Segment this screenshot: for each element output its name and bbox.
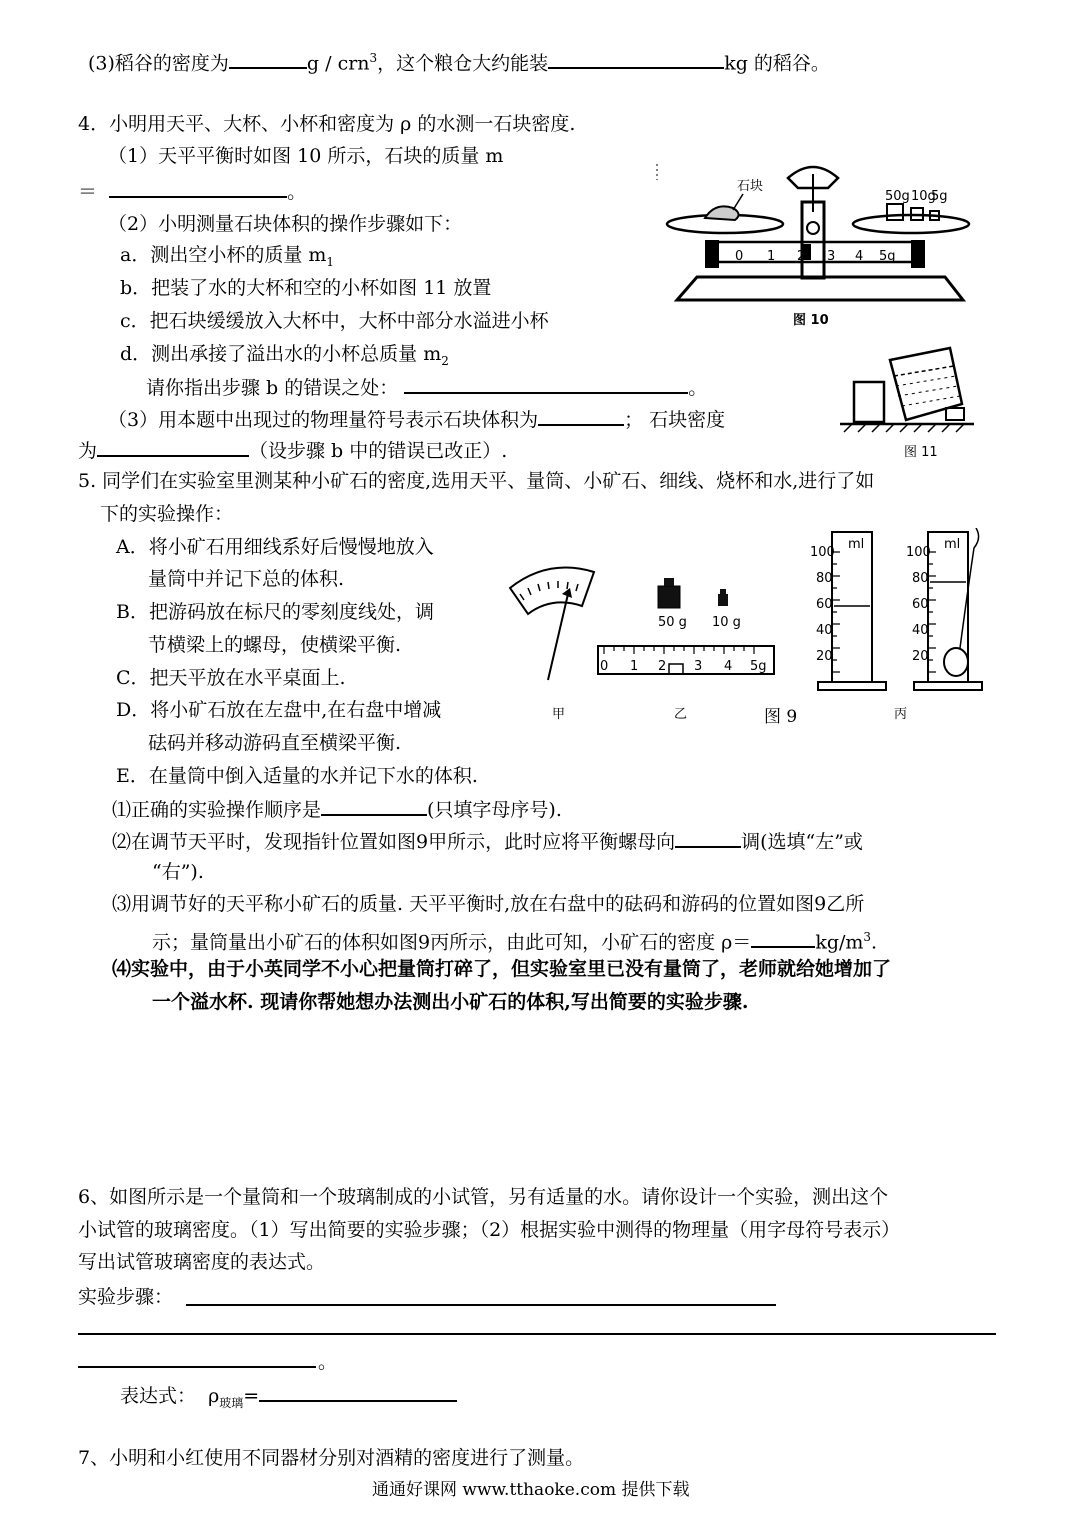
fig9-c1-40: 40 [816,623,833,638]
fig9-cylinder-1-base [818,682,886,690]
q3-prefix: (3)稻谷的密度为 [88,52,229,75]
q6-steps-line-3[interactable] [78,1366,316,1368]
q5-step-E: E．在量筒中倒入适量的水并记下水的体积. [116,765,478,787]
footer: 通通好课网 www.tthaoke.com 提供下载 [372,1480,690,1500]
q5-sub2b: “右”). [152,861,204,883]
q5-step-D2: 砝码并移动游码直至横梁平衡. [148,732,402,754]
q5-title2: 下的实验操作： [100,503,234,525]
q4-step-d [120,342,449,373]
q4-blank-mass[interactable] [109,178,287,198]
fig9-ml-2: ml [944,537,961,552]
fig9-weight-50g-top [664,578,674,586]
fig9-yi: 乙 [674,707,688,722]
q6-steps-line-2[interactable] [78,1333,996,1335]
fig9-bing: 丙 [894,707,908,722]
q5-blank-order[interactable] [321,796,427,816]
q3-blank-density[interactable] [229,49,307,69]
q6-expression [120,1382,457,1415]
fig10-base [677,277,963,300]
fig9-cylinder-1 [832,532,872,682]
q4-eq-sign: ＝ [78,181,98,203]
q5-sub4a: ⑷实验中，由于小英同学不小心把量筒打碎了，但实验室里已没有量筒了，老师就给她增加了 [112,958,892,980]
q5-step-A1: A．将小矿石用细线系好后慢慢地放入 [116,536,434,558]
q3-density-line [88,46,830,75]
fig9-needle [548,594,568,680]
q4-period: 。 [287,181,307,203]
fig10-stone-pointer [733,194,743,210]
fig11-water-line [894,366,954,376]
fig9-thread [960,528,979,648]
fig10-w2: 10g [911,189,936,204]
q5-sub1-prefix: ⑴正确的实验操作顺序是 [112,799,322,821]
q4-error-line [146,374,707,400]
q4-blank-error[interactable] [404,374,688,394]
q5-step-D1: D．将小矿石放在左盘中,在右盘中增减 [116,699,442,721]
q5-sub3b-prefix: 示；量筒量出小矿石的体积如图9丙所示，由此可知，小矿石的密度 ρ＝ [152,931,752,954]
q4-title: 4．小明用天平、大杯、小杯和密度为 ρ 的水测一石块密度. [78,113,576,135]
fig9-ml-1: ml [848,537,865,552]
fig9-caption: 图 9 [764,707,798,727]
fig10-tick-3: 3 [827,249,836,264]
fig9-ruler-ticks [604,646,754,654]
q4-part2: （2）小明测量石块体积的操作步骤如下： [108,213,463,235]
fig9-c1-80: 80 [816,571,833,586]
q4-blank-volume[interactable] [538,406,624,426]
q5-sub2-prefix: ⑵在调节天平时，发现指针位置如图9甲所示，此时应将平衡螺母向 [112,831,676,853]
fig9-r2: 2 [658,659,667,674]
q4-error-suffix: 。 [688,377,708,399]
q4-blank-density[interactable] [97,437,249,457]
q5-sub3b-unit: kg/m [815,931,864,954]
q6-line2: 小试管的玻璃密度。（1）写出简要的实验步骤；（2）根据实验中测得的物理量（用字母符号表示） [78,1219,901,1241]
q5-sub1 [112,796,562,822]
q5-sub2-suffix: 调(选填“左”或 [741,831,863,853]
q4-step-a-sub: 1 [326,254,335,269]
q5-step-A2: 量筒中并记下总的体积. [148,568,345,590]
q3-blank-mass[interactable] [548,49,724,69]
fig9-w1: 50 g [658,615,687,630]
q5-sub1-suffix: (只填字母序号). [427,799,562,821]
fig10-w1: 50g [885,189,910,204]
fig9-r1: 1 [630,659,639,674]
q4-step-a-text: a．测出空小杯的质量 m [120,244,327,266]
fig11-water [896,376,960,406]
q4-part1: （1）天平平衡时如图 10 所示，石块的质量 m [108,145,504,167]
fig10-tick-4: 4 [855,249,864,264]
q7-line1: 7、小明和小红使用不同器材分别对酒精的密度进行了测量。 [78,1447,585,1469]
q5-sub3b-sup: 3 [863,930,872,944]
figure-11-overflow [830,336,980,460]
q3-unit1: g / crn [306,52,370,75]
fig9-cylinder-2 [928,532,968,682]
q5-step-B2: 节横梁上的螺母，使横梁平衡. [148,634,402,656]
q6-eq: = [243,1385,260,1407]
q6-steps-end: 。 [318,1351,338,1373]
fig9-r3: 3 [694,659,703,674]
fig10-tick-2: 2 [797,249,806,264]
fig11-caption: 图 11 [904,445,938,460]
q4-step-b: b．把装了水的大杯和空的小杯如图 11 放置 [120,277,492,299]
q5-sub3b-end: . [871,931,878,954]
figure-9 [498,528,990,728]
fig9-r5: 5g [750,659,767,674]
q5-step-C: C．把天平放在水平桌面上. [116,667,346,689]
q6-steps-label: 实验步骤： [78,1286,174,1308]
q3-mid: ，这个粮仓大约能装 [377,52,549,75]
fig9-c1-60: 60 [816,597,833,612]
fig9-weight-50g [658,586,680,608]
fig11-small-cup [854,382,884,422]
q4-part3-prefix: （3）用本题中出现过的物理量符号表示石块体积为 [108,409,539,431]
q6-rho-sub: 玻璃 [219,1395,244,1410]
fig10-right-nut [911,240,925,268]
q4-part3b [78,437,507,463]
fig10-tick-1: 1 [767,249,776,264]
fig9-cylinder-2-base [914,682,982,690]
q3-sup: 3 [369,51,378,65]
fig10-weight-50g [887,204,903,220]
fig9-r4: 4 [724,659,733,674]
fig10-tick-0: 0 [735,249,744,264]
q6-rho: ρ [208,1385,220,1407]
q5-blank-density[interactable] [751,928,815,948]
fig9-c2-80: 80 [912,571,929,586]
q6-line1: 6、如图所示是一个量筒和一个玻璃制成的小试管，另有适量的水。请你设计一个实验，测出这个 [78,1186,889,1208]
q5-sub2 [112,828,863,854]
fig9-rider [669,664,683,674]
q5-step-B1: B．把游码放在标尺的零刻度线处，调 [116,601,434,623]
q4-step-c: c．把石块缓缓放入大杯中，大杯中部分水溢进小杯 [120,310,549,332]
fig9-jia: 甲 [552,707,566,722]
q4-error-prefix: 请你指出步骤 b 的错误之处： [146,377,399,399]
q6-expr-label: 表达式： [120,1385,197,1407]
fig10-tick-5: 5g [879,249,896,264]
q5-blank-direction[interactable] [675,828,741,848]
q4-part3b-prefix: 为 [78,440,98,462]
fig9-weight-10g-top [720,589,726,594]
fig11-block [946,408,964,420]
q3-unit2: kg 的稻谷。 [724,52,830,75]
fig10-w3: 5g [931,189,948,204]
fig10-knob [807,222,819,234]
fig9-cyl2-ticks [928,552,936,672]
q5-sub4b: 一个溢水杯. 现请你帮她想办法测出小矿石的体积,写出简要的实验步骤. [152,991,749,1013]
fig9-weight-10g [718,594,728,606]
q6-line3: 写出试管玻璃密度的表达式。 [78,1251,326,1273]
q6-blank-expression[interactable] [259,1382,457,1402]
fig9-c2-100: 100 [906,545,931,560]
q4-part3 [108,406,725,432]
q4-part3b-suffix: （设步骤 b 中的错误已改正）. [249,440,508,462]
fig9-c1-100: 100 [810,545,835,560]
fig9-stone [944,648,968,676]
q5-title: 5. 同学们在实验室里测某种小矿石的密度,选用天平、量筒、小矿石、细线、烧杯和水,进行了如 [78,470,875,492]
fig11-big-cup [890,348,962,420]
fig9-c2-40: 40 [912,623,929,638]
q4-part1-answer [78,178,306,204]
fig10-left-nut [705,240,719,268]
q6-steps-line-1[interactable] [186,1304,776,1306]
q4-step-d-text: d．测出承接了溢出水的小杯总质量 m [120,343,442,365]
fig10-stone-label: 石块 [737,179,764,194]
fig9-c1-20: 20 [816,649,833,664]
fig9-dial [510,568,594,614]
q4-part3-mid: ； 石块密度 [624,409,726,431]
fig9-cyl1-ticks [832,552,840,672]
q5-sub3a: ⑶用调节好的天平称小矿石的质量. 天平平衡时,放在右盘中的砝码和游码的位置如图9乙所 [112,893,865,915]
fig10-column [802,202,824,278]
fig9-r0: 0 [600,659,609,674]
q4-step-a [120,243,334,274]
q5-sub3b [152,925,877,954]
figure-10-balance [655,152,975,332]
fig10-caption: 图 10 [793,313,829,328]
fig9-w2: 10 g [712,615,741,630]
fig9-c2-60: 60 [912,597,929,612]
fig9-c2-20: 20 [912,649,929,664]
q4-step-d-sub: 2 [441,353,449,368]
